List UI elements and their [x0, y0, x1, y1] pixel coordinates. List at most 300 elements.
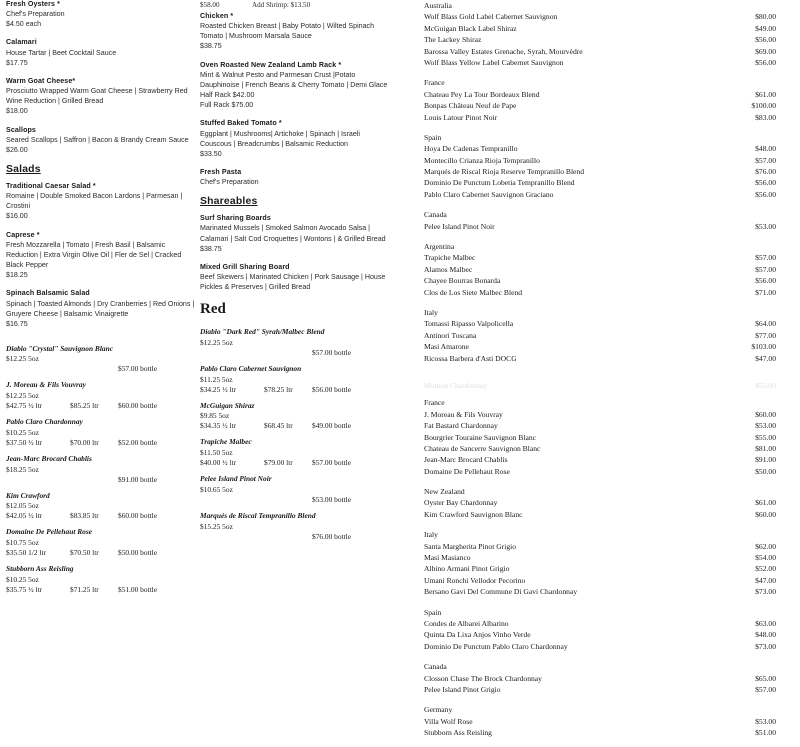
- menu-item-name: Surf Sharing Boards: [200, 214, 271, 223]
- menu-item: [200, 12, 392, 52]
- wine-list-row: [424, 420, 796, 431]
- wine-list-label: Stubborn Ass Reisling: [424, 728, 492, 738]
- wine-list-price: $73.00: [755, 641, 776, 651]
- menu-item-price: Half Rack $42.00: [200, 91, 255, 100]
- wine-list-label: Alamos Malbec: [424, 264, 473, 274]
- wine-list-label: Chayee Bourras Bonarda: [424, 276, 501, 286]
- wine-list-price: $62.00: [755, 541, 776, 551]
- wine-list-row: [424, 716, 796, 727]
- wine-list-label: Umani Ronchi Vellodor Pecorino: [424, 575, 526, 585]
- menu-item-description: Romaine | Double Smoked Bacon Lardons | Parmesan | Crostini: [6, 192, 183, 211]
- wine-list-label: The Lackey Shiraz: [424, 35, 482, 45]
- faded-row-price: $55.00: [755, 380, 776, 390]
- wine-litre-price: $83.85 ltr: [70, 511, 99, 521]
- wine-list-label: Bersano Gavi Del Commune Di Gavi Chardonnay: [424, 587, 578, 597]
- wine-name: Pablo Claro Chardonnay: [6, 417, 83, 427]
- wine-litre-price: $71.25 ltr: [70, 584, 99, 594]
- wine-list-row: [424, 509, 796, 520]
- wine-list-row: [424, 318, 796, 329]
- wine-list-price: $71.00: [755, 287, 776, 297]
- wine-bottle-price: $52.00 bottle: [118, 437, 158, 447]
- wine-glass-price: $9.85 5oz: [200, 411, 230, 421]
- wine-glass-price-row: [6, 575, 196, 585]
- wine-litre-price: $70.50 ltr: [70, 548, 99, 558]
- wine-list-price: $48.00: [755, 144, 776, 154]
- menu-item-description: Marinated Mussels | Smoked Salmon Avocado Salsa | Calamari | Salt Cod Croquettes | Wontons | & Grilled Bread $38.75: [200, 224, 386, 253]
- wine-country-name: Italy: [424, 307, 438, 317]
- wine-half-litre-price: $34.25 ½ ltr: [200, 384, 237, 394]
- wine-list-price: $53.00: [755, 716, 776, 726]
- wine-list-label: Hoya De Cadenas Tempranillo: [424, 144, 518, 154]
- menu-item: [200, 214, 392, 254]
- wine-list-row: [424, 177, 796, 188]
- wine-bottle-price: $60.00 bottle: [118, 401, 158, 411]
- wine-name: Diablo "Crystal" Sauvignon Blanc: [6, 343, 113, 353]
- wine-list-row: [424, 46, 796, 57]
- wine-list-label: Closson Chase The Brock Chardonnay: [424, 673, 542, 683]
- wine-name: Pelee Island Pinot Noir: [200, 474, 272, 484]
- wine-litre-price: $79.00 ltr: [264, 458, 293, 468]
- menu-item-price: $17.75: [6, 58, 28, 67]
- appetizers-list: [6, 0, 196, 155]
- wine-name: Marqués de Riscal Tempranillo Blend: [200, 510, 316, 520]
- wine-country-name: Canada: [424, 210, 447, 220]
- wine-litre-bottle-row: [6, 585, 196, 595]
- wine-glass-price-row: [200, 485, 392, 495]
- wine-by-glass-item: [6, 491, 196, 522]
- wine-list-price: $76.00: [755, 167, 776, 177]
- wine-list-row: [424, 552, 796, 563]
- wine-list-price: $69.00: [755, 46, 776, 56]
- wine-glass-price-row: [200, 338, 392, 348]
- wine-list-price: $61.00: [755, 498, 776, 508]
- wine-litre-bottle-row: [6, 438, 196, 448]
- wine-list-row: [424, 100, 796, 111]
- menu-item-name: Calamari: [6, 38, 37, 47]
- menu-item-name: Caprese *: [6, 230, 40, 239]
- wine-list-price: $56.00: [755, 35, 776, 45]
- wine-list-row: [424, 618, 796, 629]
- wine-list-row: [424, 353, 796, 364]
- wine-country-block: [424, 241, 796, 298]
- wine-half-litre-price: $42.75 ½ ltr: [6, 401, 43, 411]
- wine-by-glass-item: [6, 527, 196, 558]
- menu-item-description: Mint & Walnut Pesto and Parmesan Crust |Potato Dauphinoise | French Beans & Cherry Tomato | Demi Glace: [200, 70, 388, 89]
- wine-name: Trapiche Malbec: [200, 437, 252, 447]
- wine-country-name: Australia: [424, 1, 452, 10]
- wine-glass-price: $10.65 5oz: [200, 484, 233, 494]
- wine-list-label: Chateau de Sancerre Sauvignon Blanc: [424, 443, 541, 453]
- wine-country-name: Spain: [424, 132, 442, 142]
- wine-list-row: [424, 330, 796, 341]
- wine-litre-price: $85.25 ltr: [70, 401, 99, 411]
- wine-by-glass-item: [6, 454, 196, 485]
- wine-list-row: [424, 155, 796, 166]
- wine-list-label: Kim Crawford Sauvignon Blanc: [424, 509, 523, 519]
- menu-item-description: Eggplant | Mushrooms| Artichoke | Spinach | Israeli Couscous | Breadcrumbs | Balsamic Reduction: [200, 129, 360, 148]
- menu-item-description: Chef's Preparation: [200, 178, 259, 187]
- wine-glass-price-row: [6, 501, 196, 511]
- wine-by-glass-item: [200, 511, 392, 542]
- wine-list-label: McGuigan Black Label Shiraz: [424, 23, 517, 33]
- wine-list-label: Montecillo Crianza Rioja Tempranillo: [424, 155, 540, 165]
- wine-by-glass-item: [200, 474, 392, 505]
- wine-list-price: $63.00: [755, 618, 776, 628]
- wine-country-block: [424, 307, 796, 364]
- red-wine-heading: Red: [200, 301, 226, 318]
- wine-country-name: Spain: [424, 607, 442, 617]
- wine-glass-price-row: [6, 391, 196, 401]
- wine-list-label: Pelee Island Pinot Noir: [424, 221, 495, 231]
- wine-list-label: Louis Latour Pinot Noir: [424, 112, 498, 122]
- wine-list-label: Pelee Island Pinot Grigio: [424, 684, 501, 694]
- wine-list-row: [424, 563, 796, 574]
- wine-list-price: $57.00: [755, 253, 776, 263]
- wine-list-label: Dominio De Punctum Pablo Claro Chardonnay: [424, 641, 568, 651]
- wine-litre-price: $70.00 ltr: [70, 437, 99, 447]
- wine-list-price: $57.00: [755, 155, 776, 165]
- wine-glass-price-row: [6, 354, 196, 364]
- menu-item: [200, 61, 392, 111]
- menu-item: [6, 77, 196, 117]
- menu-item: [200, 263, 392, 292]
- wine-bottle-price: $53.00 bottle: [312, 494, 352, 504]
- wine-list-price: $57.00: [755, 684, 776, 694]
- wine-list-label: Ricossa Barbera d'Asti DOCG: [424, 353, 517, 363]
- wine-list-row: [424, 466, 796, 477]
- salads-heading: Salads: [6, 164, 41, 175]
- wine-list-price: $49.00: [755, 23, 776, 33]
- wine-name: Jean-Marc Brocard Chablis: [6, 453, 92, 463]
- wine-litre-bottle-row: [200, 385, 392, 395]
- menu-item-name: Chicken *: [200, 12, 234, 20]
- wine-glass-price-row: [200, 448, 392, 458]
- red-wine-country-list: [424, 0, 796, 364]
- wine-country-block: [424, 209, 796, 232]
- wine-country-block: [424, 486, 796, 520]
- wine-list-label: Condes de Albarei Albarino: [424, 618, 509, 628]
- wine-glass-price-row: [6, 465, 196, 475]
- wine-list-label: Albino Armani Pinot Grigio: [424, 564, 510, 574]
- white-wine-country-list: [424, 397, 796, 738]
- menu-item-price: $26.00: [6, 145, 28, 154]
- top-partial-addon: Add Shrimp: $13.50: [252, 1, 311, 9]
- menu-item: [200, 168, 392, 187]
- wine-country-name: Italy: [424, 530, 438, 540]
- wine-list-row: [424, 641, 796, 652]
- right-column: [424, 0, 796, 747]
- wine-list-price: $55.00: [755, 432, 776, 442]
- wine-glass-price: $11.50 5oz: [200, 448, 233, 458]
- menu-item-description: Fresh Mozzarella | Tomato | Fresh Basil | Balsamic Reduction | Extra Virgin Olive Oil | Fler de Sel | Cracked Black Pepper: [6, 240, 182, 270]
- wine-list-row: [424, 264, 796, 275]
- wine-glass-price: $12.25 5oz: [6, 391, 39, 401]
- wine-litre-bottle-row: [6, 364, 196, 374]
- wine-by-glass-item: [200, 364, 392, 395]
- wine-list-label: Masi Masianco: [424, 553, 471, 563]
- wine-list-row: [424, 112, 796, 123]
- wine-glass-price: $12.25 5oz: [200, 337, 233, 347]
- wine-litre-bottle-row: [200, 532, 392, 542]
- wine-list-price: $77.00: [755, 330, 776, 340]
- wine-by-glass-item: [200, 327, 392, 358]
- wine-list-row: [424, 673, 796, 684]
- wine-litre-bottle-row: [6, 511, 196, 521]
- wine-by-glass-item: [6, 344, 196, 375]
- wine-list-label: Quinta Da Lixa Anjos Vinho Verde: [424, 630, 531, 640]
- wine-country-name: Germany: [424, 705, 453, 715]
- wine-litre-price: $68.45 ltr: [264, 421, 293, 431]
- wine-name: Diablo "Dark Red" Syrah/Malbec Blend: [200, 327, 325, 337]
- wine-bottle-price: $57.00 bottle: [118, 364, 158, 374]
- wine-bottle-price: $60.00 bottle: [118, 511, 158, 521]
- wine-country-name: France: [424, 78, 445, 88]
- wine-list-price: $56.00: [755, 178, 776, 188]
- wine-glass-price: $15.25 5oz: [200, 521, 233, 531]
- wine-list-price: $64.00: [755, 319, 776, 329]
- wine-glass-price: $10.25 5oz: [6, 427, 39, 437]
- wine-list-label: Marqués de Riscal Rioja Reserve Tempranillo Blend: [424, 167, 585, 177]
- wine-list-label: Dominio De Punctum Lobetia Tempranillo Blend: [424, 178, 575, 188]
- mains-list: [200, 12, 392, 187]
- wine-country-block: [424, 0, 796, 68]
- wine-glass-price-row: [200, 375, 392, 385]
- menu-item: [6, 38, 196, 67]
- wine-list-price: $50.00: [755, 466, 776, 476]
- menu-item-name: Mixed Grill Sharing Board: [200, 262, 290, 271]
- wine-glass-price-row: [6, 538, 196, 548]
- wine-list-label: J. Moreau & Fils Vouvray: [424, 409, 503, 419]
- wine-glass-price-row: [200, 522, 392, 532]
- wine-list-price: $60.00: [755, 509, 776, 519]
- wine-list-label: Oyster Bay Chardonnay: [424, 498, 498, 508]
- wine-list-price: $80.00: [755, 12, 776, 22]
- wine-name: Domaine De Pellehaut Rose: [6, 527, 93, 537]
- wine-list-label: Pablo Claro Cabernet Sauvignon Graciano: [424, 189, 554, 199]
- wine-glass-price-row: [6, 428, 196, 438]
- wine-list-price: $56.00: [755, 189, 776, 199]
- wine-list-label: Domaine De Pellehaut Rose: [424, 466, 510, 476]
- wine-list-price: $57.00: [755, 264, 776, 274]
- wine-list-price: $103.00: [751, 342, 776, 352]
- wine-litre-bottle-row: [200, 458, 392, 468]
- wine-litre-bottle-row: [200, 348, 392, 358]
- wine-country-block: [424, 529, 796, 597]
- wine-list-row: [424, 454, 796, 465]
- wine-list-price: $54.00: [755, 553, 776, 563]
- wine-list-row: [424, 57, 796, 68]
- wine-glass-price: $12.05 5oz: [6, 501, 39, 511]
- wine-list-label: Jean-Marc Brocard Chablis: [424, 455, 508, 465]
- menu-item-description: Chef's Preparation: [6, 10, 65, 19]
- wine-list-label: Bonpas Château Neuf de Pape: [424, 101, 517, 111]
- wine-list-price: $47.00: [755, 353, 776, 363]
- menu-item-name: Scallops: [6, 125, 36, 134]
- wine-list-row: [424, 143, 796, 154]
- wine-half-litre-price: $35.50 1/2 ltr: [6, 548, 47, 558]
- wine-half-litre-price: $37.50 ½ ltr: [6, 437, 43, 447]
- menu-item-name: Warm Goat Cheese*: [6, 76, 76, 85]
- wine-list-row: [424, 497, 796, 508]
- wine-list-row: [424, 275, 796, 286]
- menu-item-name: Stuffed Baked Tomato *: [200, 119, 282, 128]
- shareables-list: [200, 214, 392, 292]
- wine-list-label: Villa Wolf Rose: [424, 716, 473, 726]
- wine-bottle-price: $56.00 bottle: [312, 384, 352, 394]
- menu-item-price: $16.00: [6, 212, 28, 221]
- faded-partial-row: [424, 380, 796, 391]
- wine-list-label: Barossa Valley Estates Grenache, Syrah, Mourvèdre: [424, 46, 583, 56]
- wine-glass-price: $18.25 5oz: [6, 464, 39, 474]
- wine-list-row: [424, 727, 796, 738]
- menu-item-price: $4.50 each: [6, 20, 42, 29]
- middle-column: [200, 0, 392, 548]
- wine-list-row: [424, 443, 796, 454]
- menu-item-price: $33.50: [200, 149, 222, 158]
- wine-list-price: $61.00: [755, 89, 776, 99]
- menu-item-description: House Tartar | Beet Cocktail Sauce: [6, 48, 117, 57]
- white-wine-glass-list: [6, 344, 196, 595]
- wine-litre-price: $78.25 ltr: [264, 384, 293, 394]
- wine-list-label: Fat Bastard Chardonnay: [424, 421, 498, 431]
- menu-item: [6, 0, 196, 29]
- wine-name: J. Moreau & Fils Vouvray: [6, 380, 86, 390]
- wine-list-price: $83.00: [755, 112, 776, 122]
- wine-list-price: $100.00: [751, 101, 776, 111]
- shareables-heading: Shareables: [200, 196, 258, 208]
- wine-half-litre-price: $34.35 ½ ltr: [200, 421, 237, 431]
- wine-glass-price-row: [200, 411, 392, 421]
- wine-half-litre-price: $40.00 ½ ltr: [200, 458, 237, 468]
- wine-country-block: [424, 397, 796, 477]
- wine-list-row: [424, 221, 796, 232]
- wine-country-name: Argentina: [424, 242, 455, 252]
- menu-item-name: Spinach Balsamic Salad: [6, 289, 90, 298]
- menu-item-price: $18.00: [6, 107, 28, 116]
- menu-item-price: $16.75: [6, 319, 28, 328]
- wine-list-price: $52.00: [755, 564, 776, 574]
- wine-half-litre-price: $42.05 ½ ltr: [6, 511, 43, 521]
- wine-list-row: [424, 89, 796, 100]
- wine-list-row: [424, 34, 796, 45]
- wine-list-label: Clos de Los Siete Malbec Blend: [424, 287, 523, 297]
- wine-list-price: $48.00: [755, 630, 776, 640]
- wine-list-row: [424, 629, 796, 640]
- wine-country-name: Canada: [424, 662, 447, 672]
- wine-litre-bottle-row: [6, 475, 196, 485]
- menu-item: [200, 119, 392, 159]
- wine-list-price: $56.00: [755, 276, 776, 286]
- wine-list-row: [424, 189, 796, 200]
- wine-list-price: $56.00: [755, 57, 776, 67]
- wine-country-block: [424, 607, 796, 653]
- wine-list-row: [424, 684, 796, 695]
- wine-list-price: $53.00: [755, 421, 776, 431]
- wine-list-row: [424, 252, 796, 263]
- left-column: [6, 0, 196, 601]
- wine-country-block: [424, 132, 796, 200]
- wine-bottle-price: $49.00 bottle: [312, 421, 352, 431]
- wine-list-row: [424, 541, 796, 552]
- wine-list-label: Chateau Pey La Tour Bordeaux Blend: [424, 89, 540, 99]
- wine-list-price: $51.00: [755, 728, 776, 738]
- wine-name: Kim Crawford: [6, 490, 50, 500]
- wine-bottle-price: $57.00 bottle: [312, 347, 352, 357]
- wine-list-price: $81.00: [755, 443, 776, 453]
- menu-item-name: Oven Roasted New Zealand Lamb Rack *: [200, 60, 342, 69]
- wine-list-label: Santa Margherita Pinot Grigio: [424, 541, 517, 551]
- menu-item-description: Prosciutto Wrapped Warm Goat Cheese | Strawberry Red Wine Reduction | Grilled Bread: [6, 87, 188, 106]
- wine-list-label: Trapiche Malbec: [424, 253, 476, 263]
- wine-name: Stubborn Ass Reisling: [6, 564, 74, 574]
- wine-list-price: $91.00: [755, 455, 776, 465]
- wine-list-price: $73.00: [755, 587, 776, 597]
- wine-bottle-price: $57.00 bottle: [312, 458, 352, 468]
- wine-list-label: Antinori Toscana: [424, 330, 477, 340]
- wine-bottle-price: $91.00 bottle: [118, 474, 158, 484]
- menu-item: [6, 126, 196, 155]
- menu-item-name: Fresh Oysters *: [6, 0, 60, 8]
- top-partial-row: [200, 0, 392, 12]
- menu-item: [6, 231, 196, 281]
- wine-list-label: Masi Amarone: [424, 342, 469, 352]
- menu-item-description: Spinach | Toasted Almonds | Dry Cranberries | Red Onions | Gruyere Cheese | Balsamic Vinaigrette: [6, 299, 195, 318]
- menu-item-description: Beef Skewers | Marinated Chicken | Pork Sausage | House Pickles & Preserves | Grilled Bread: [200, 273, 386, 292]
- menu-item-price: $18.25: [6, 271, 28, 280]
- wine-list-row: [424, 575, 796, 586]
- wine-list-row: [424, 23, 796, 34]
- wine-by-glass-item: [200, 437, 392, 468]
- wine-country-name: New Zealand: [424, 487, 465, 497]
- menu-item: [6, 182, 196, 222]
- wine-litre-bottle-row: [200, 421, 392, 431]
- wine-by-glass-item: [200, 401, 392, 432]
- menu-item-name: Fresh Pasta: [200, 167, 242, 176]
- wine-bottle-price: $51.00 bottle: [118, 584, 158, 594]
- wine-list-price: $65.00: [755, 673, 776, 683]
- wine-list-row: [424, 11, 796, 22]
- wine-list-price: $47.00: [755, 575, 776, 585]
- wine-list-label: Wolf Blass Gold Label Cabernet Sauvignon: [424, 12, 558, 22]
- wine-half-litre-price: $35.75 ½ ltr: [6, 584, 43, 594]
- wine-bottle-price: $50.00 bottle: [118, 548, 158, 558]
- wine-bottle-price: $76.00 bottle: [312, 531, 352, 541]
- wine-list-row: [424, 409, 796, 420]
- menu-item-description: Roasted Chicken Breast | Baby Potato | Wilted Spinach Tomato | Mushroom Marsala Sauce: [200, 22, 375, 41]
- wine-list-row: [424, 586, 796, 597]
- menu-item-price: Full Rack $75.00: [200, 101, 254, 110]
- wine-name: Pablo Claro Cabernet Sauvignon: [200, 363, 302, 373]
- faded-row-label: Mouton Chardonnay: [424, 380, 488, 390]
- wine-list-label: Tomassi Ripasso Valpolicella: [424, 319, 514, 329]
- wine-country-name: France: [424, 398, 445, 408]
- wine-glass-price: $12.25 5oz: [6, 354, 39, 364]
- wine-by-glass-item: [6, 564, 196, 595]
- wine-list-price: $60.00: [755, 409, 776, 419]
- menu-item-description: Seared Scallops | Saffron | Bacon & Brandy Cream Sauce: [6, 135, 189, 144]
- wine-litre-bottle-row: [6, 401, 196, 411]
- wine-glass-price: $11.25 5oz: [200, 374, 233, 384]
- wine-country-block: [424, 77, 796, 123]
- wine-list-price: $53.00: [755, 221, 776, 231]
- wine-country-block: [424, 661, 796, 695]
- red-wine-glass-list: [200, 327, 392, 541]
- menu-item: [6, 289, 196, 329]
- salads-list: [6, 182, 196, 329]
- wine-list-label: Wolf Blass Yellow Label Cabernet Sauvignon: [424, 57, 564, 67]
- wine-list-row: [424, 287, 796, 298]
- wine-name: McGuigan Shiraz: [200, 400, 255, 410]
